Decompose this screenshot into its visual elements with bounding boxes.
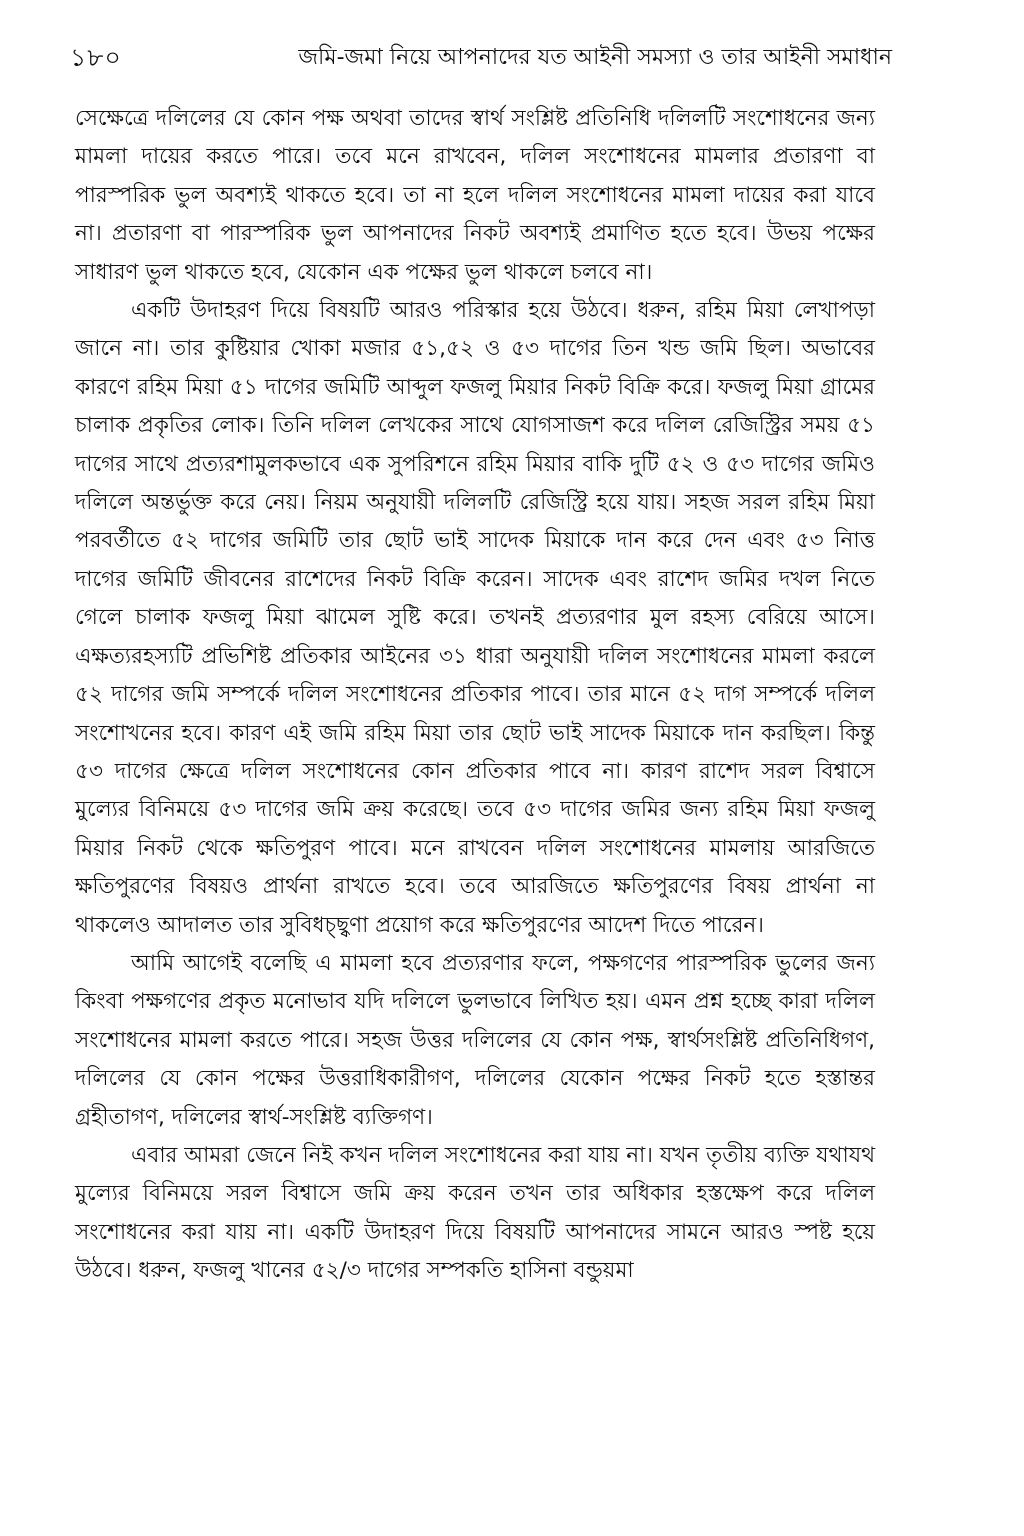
paragraph: একটি উদাহরণ দিয়ে বিষয়টি আরও পরিস্কার হয়ে উঠবে। ধরুন, রহিম মিয়া লেখাপড়া জানে না। তার কুষ্টিয়ার খোকা মজার ৫১,৫২ ও ৫৩ দাগের তিন খন্ড জমি ছিল। অভাবের কারণে রহিম মিয়া ৫১ দাগের জমিটি আব্দুল ফজলু মিয়ার নিকট বিক্রি করে। ফজলু মিয়া গ্রামের চালাক প্রকৃতির লোক। তিনি দলিল লেখকের সাথে যোগসাজশ করে দলিল রেজিস্ট্রির সময় ৫১ দাগের সাথে প্রত্যরশামুলকভাবে এক সুপরিশনে রহিম মিয়ার বাকি দুটি ৫২ ও ৫৩ দাগের জমিও দলিলে অন্তর্ভুক্ত করে নেয়। নিয়ম অনুযায়ী দলিলটি রেজিস্ট্রি হয়ে যায়। সহজ সরল রহিম মিয়া পরবর্তীতে ৫২ দাগের জমিটি তার ছোট ভাই সাদেক মিয়াকে দান করে দেন এবং ৫৩ নিাত্ত দাগের জমিটি জীবনের রাশেদের নিকট বিক্রি করেন। সাদেক এবং রাশেদ জমির দখল নিতে গেলে চালাক ফজলু মিয়া ঝামেল সুষ্টি করে। তখনই প্রত্যরণার মুল রহস্য বেরিয়ে আসে। এক্ষত্যরহস্যটি প্রভিশিষ্ট প্রতিকার আইনের ৩১ ধারা অনুযায়ী দলিল সংশোধনের মামলা করলে ৫২ দাগের জমি সম্পর্কে দলিল সংশোধনের প্রতিকার পাবে। তার মানে ৫২ দাগ সম্পর্কে দলিল সংশোখনের হবে। কারণ এই জমি রহিম মিয়া তার ছোট ভাই সাদেক মিয়াকে দান করছিল। কিন্তু ৫৩ দাগের ক্ষেত্রে দলিল সংশোধনের কোন প্রতিকার পাবে না। কারণ রাশেদ সরল বিশ্বাসে মুল্যের বিনিময়ে ৫৩ দাগের জমি ক্রয় করেছে। তবে ৫৩ দাগের জমির জন্য রহিম মিয়া ফজলু মিয়ার নিকট থেকে ক্ষতিপুরণ পাবে। মনে রাখবেন দলিল সংশোধনের মামলায় আরজিতে ক্ষতিপুরণের বিষয়ও প্রার্থনা রাখতে হবে। তবে আরজিতে ক্ষতিপুরণের বিষয় প্রার্থনা না থাকলেও আদালত তার সুবিধচ্ছ্বণা প্রয়োগ করে ক্ষতিপুরণের আদেশ দিতে পারেন। — [75, 298, 875, 938]
paragraph: এবার আমরা জেনে নিই কখন দলিল সংশোধনের করা যায় না। যখন তৃতীয় ব্যক্তি যথাযথ মুল্যের বিনিময়ে সরল বিশ্বাসে জমি ক্রয় করেন তখন তার অধিকার হস্তক্ষেপ করে দলিল সংশোধনের করা যায় না। একটি উদাহরণ দিয়ে বিষয়টি আপনাদের সামনে আরও স্পষ্ট হয়ে উঠবে। ধরুন, ফজলু খানের ৫২/৩ দাগের সম্পকতি হাসিনা বন্ডুয়মা — [75, 1142, 875, 1284]
body-text — [75, 100, 875, 1291]
page-number: ১৮০ — [70, 43, 122, 72]
paragraph: সেক্ষেত্রে দলিলের যে কোন পক্ষ অথবা তাদের স্বার্থ সংশ্লিষ্ট প্রতিনিধি দলিলটি সংশোধনের জন্য মামলা দায়ের করতে পারে। তবে মনে রাখবেন, দলিল সংশোধনের মামলার প্রতারণা বা পারস্পরিক ভুল অবশ্যই থাকতে হবে। তা না হলে দলিল সংশোধনের মামলা দায়ের করা যাবে না। প্রতারণা বা পারস্পরিক ভুল আপনাদের নিকট অবশ্যই প্রমাণিত হতে হবে। উভয় পক্ষের সাধারণ ভুল থাকতে হবে, যেকোন এক পক্ষের ভুল থাকলে চলবে না। — [75, 106, 875, 285]
paragraph: আমি আগেই বলেছি এ মামলা হবে প্রত্যরণার ফলে, পক্ষগণের পারস্পরিক ভুলের জন্য কিংবা পক্ষগণের প্রকৃত মনোভাব যদি দলিলে ভুলভাবে লিখিত হয়। এমন প্রশ্ন হচ্ছে কারা দলিল সংশোধনের মামলা করতে পারে। সহজ উত্তর দলিলের যে কোন পক্ষ, স্বার্থসংশ্লিষ্ট প্রতিনিধিগণ, দলিলের যে কোন পক্ষের উত্তরাধিকারীগণ, দলিলের যেকোন পক্ষের নিকট হতে হস্তান্তর গ্রহীতাগণ, দলিলের স্বার্থ-সংশ্লিষ্ট ব্যক্তিগণ। — [75, 950, 875, 1130]
page-header — [62, 30, 892, 80]
running-title: জমি-জমা নিয়ে আপনাদের যত আইনী সমস্যা ও তার আইনী সমাধান — [298, 45, 892, 70]
